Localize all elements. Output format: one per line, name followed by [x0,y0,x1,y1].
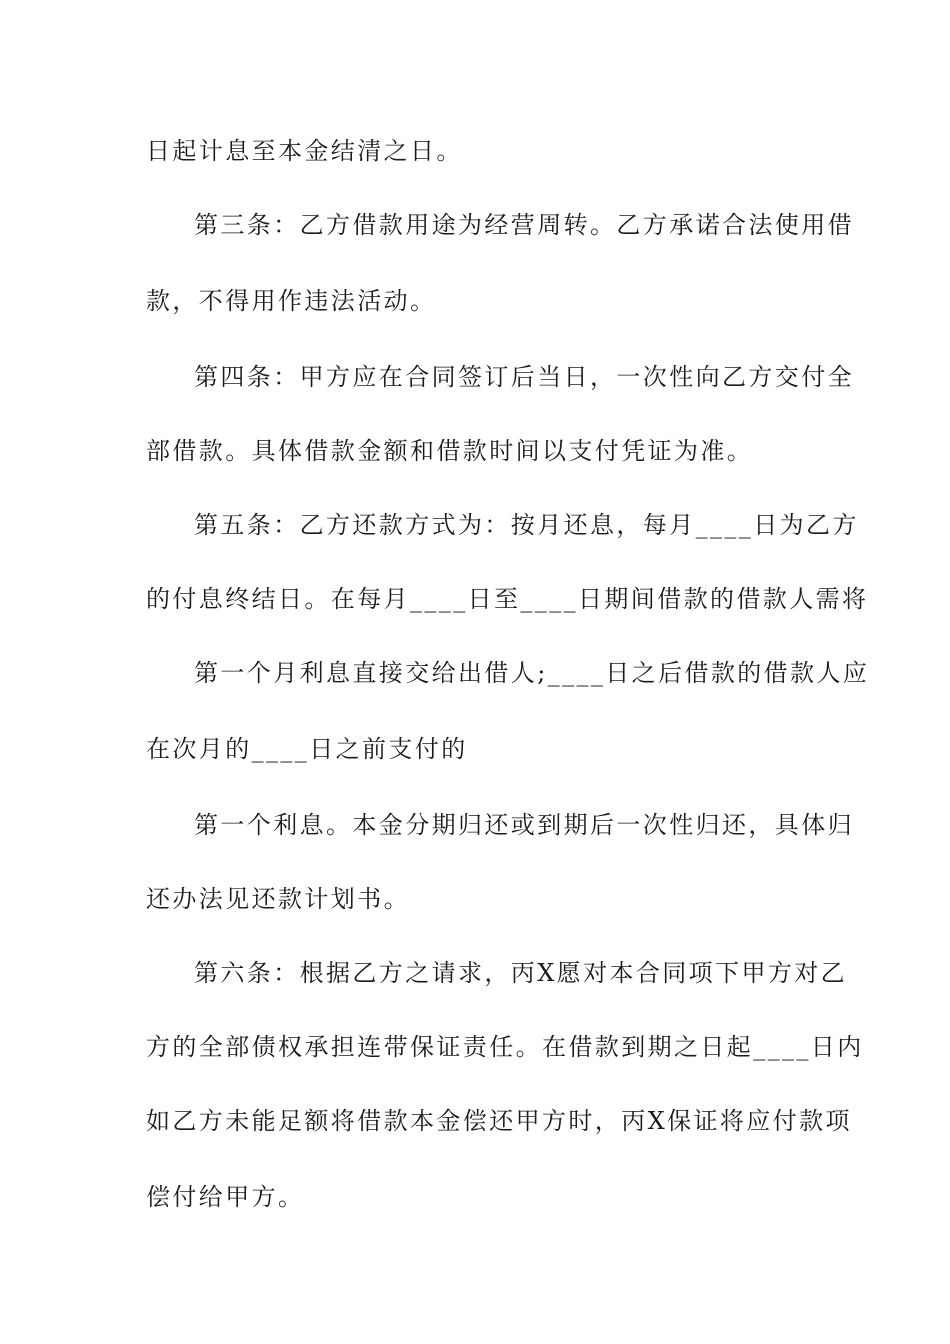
article-6-line-3: 如乙方未能足额将借款本金偿还甲方时，丙X保证将应付款项 [146,1107,852,1135]
article-5-line-2: 的付息终结日。在每月____日至____日期间借款的借款人需将 [146,585,869,613]
article-5-line-4: 在次月的____日之前支付的 [146,735,468,763]
article-5-line-3: 第一个月利息直接交给出借人;____日之后借款的借款人应 [194,659,870,687]
article-4-line-1: 第四条：甲方应在合同签订后当日，一次性向乙方交付全 [194,363,854,391]
article-3-line-2: 款，不得用作违法活动。 [146,287,437,315]
article-5-line-6: 还办法见还款计划书。 [146,885,410,913]
article-4-line-2: 部借款。具体借款金额和借款时间以支付凭证为准。 [146,437,754,465]
article-6-line-2: 方的全部债权承担连带保证责任。在借款到期之日起____日内 [146,1033,864,1061]
article-6-line-1: 第六条：根据乙方之请求，丙X愿对本合同项下甲方对乙 [194,959,848,987]
article-3-line-1: 第三条：乙方借款用途为经营周转。乙方承诺合法使用借 [194,211,854,239]
article-6-line-4: 偿付给甲方。 [146,1183,305,1211]
article-5-line-5: 第一个利息。本金分期归还或到期后一次性归还，具体归 [194,811,854,839]
text-line: 日起计息至本金结清之日。 [146,137,463,165]
article-5-line-1: 第五条：乙方还款方式为：按月还息，每月____日为乙方 [194,511,859,539]
